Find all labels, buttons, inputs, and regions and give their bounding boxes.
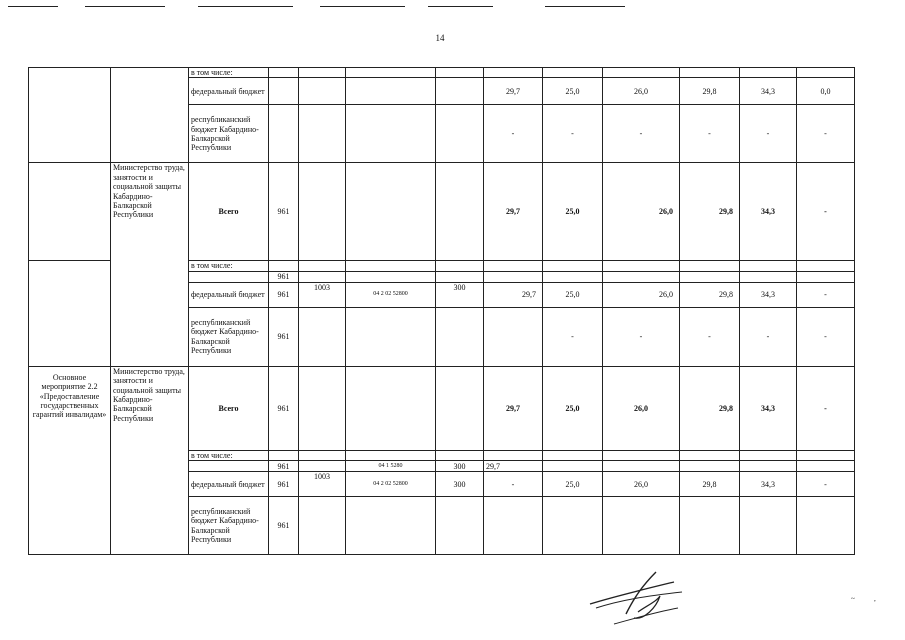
value-cell: 34,3 (740, 366, 797, 450)
value-cell: 26,0 (603, 78, 680, 105)
grbs-code: 961 (269, 472, 299, 497)
value-cell: - (603, 105, 680, 163)
value-cell: 26,0 (603, 366, 680, 450)
grbs-code: 961 (269, 271, 299, 282)
measure-name: Основное мероприятие 2.2 «Предоставление государственных гарантий инвалидам» (29, 366, 111, 554)
value-cell: 29,7 (484, 282, 543, 307)
value-cell: 34,3 (740, 472, 797, 497)
value-cell: 29,8 (680, 282, 740, 307)
scan-line (8, 6, 58, 7)
signature-image (586, 568, 688, 632)
value-cell: - (797, 366, 855, 450)
republic-budget-label: республиканский бюджет Кабардино-Балкарской Республики (189, 307, 269, 366)
value-cell: 29,7 (484, 163, 543, 261)
value-cell: - (797, 163, 855, 261)
page-number: 14 (435, 33, 445, 43)
federal-budget-label: федеральный бюджет (189, 78, 269, 105)
vr-code: 300 (436, 461, 484, 472)
value-cell: - (797, 105, 855, 163)
scan-line (320, 6, 405, 7)
grbs-code: 961 (269, 282, 299, 307)
federal-budget-label: федеральный бюджет (189, 472, 269, 497)
value-cell: - (740, 105, 797, 163)
value-cell: - (797, 307, 855, 366)
csr-code: 04 1 5280 (346, 461, 436, 472)
ministry-name: Министерство труда, занятости и социальной защиты Кабардино-Балкарской Республики (111, 163, 189, 366)
value-cell: 29,7 (484, 78, 543, 105)
value-cell: - (543, 307, 603, 366)
federal-budget-label: федеральный бюджет (189, 282, 269, 307)
value-cell: - (603, 307, 680, 366)
value-cell: 29,8 (680, 472, 740, 497)
scan-mark: ~ (851, 595, 855, 603)
value-cell: 26,0 (603, 472, 680, 497)
ministry-name: Министерство труда, занятости и социальной защиты Кабардино-Балкарской Республики (111, 366, 189, 554)
republic-budget-label: республиканский бюджет Кабардино-Балкарской Республики (189, 497, 269, 555)
value-cell: - (680, 307, 740, 366)
value-cell: 34,3 (740, 282, 797, 307)
grbs-code: 961 (269, 461, 299, 472)
scan-line (545, 6, 625, 7)
scan-line (428, 6, 493, 7)
incl-label: в том числе: (189, 450, 269, 460)
value-cell: 26,0 (603, 282, 680, 307)
grbs-code: 961 (269, 307, 299, 366)
value-cell: 25,0 (543, 163, 603, 261)
value-cell: - (484, 105, 543, 163)
value-cell: - (484, 472, 543, 497)
value-cell: 26,0 (603, 163, 680, 261)
scan-mark: , (874, 595, 876, 603)
scan-line (198, 6, 293, 7)
csr-code: 04 2 02 52800 (346, 472, 436, 497)
rzpr-code: 1003 (299, 472, 346, 497)
value-cell: 29,7 (484, 366, 543, 450)
grbs-code: 961 (269, 163, 299, 261)
table-row (29, 163, 855, 261)
vr-code: 300 (436, 282, 484, 307)
grbs-code: 961 (269, 366, 299, 450)
value-cell: - (797, 282, 855, 307)
value-cell: - (543, 105, 603, 163)
total-label: Всего (189, 163, 269, 261)
value-cell: 29,8 (680, 366, 740, 450)
scan-line (85, 6, 165, 7)
budget-table (28, 67, 855, 555)
csr-code: 04 2 02 52800 (346, 282, 436, 307)
incl-label: в том числе: (189, 261, 269, 271)
value-cell: 25,0 (543, 472, 603, 497)
rzpr-code: 1003 (299, 282, 346, 307)
total-label: Всего (189, 366, 269, 450)
value-cell: 0,0 (797, 78, 855, 105)
vr-code: 300 (436, 472, 484, 497)
value-cell: 25,0 (543, 366, 603, 450)
grbs-code: 961 (269, 497, 299, 555)
table-row (29, 68, 855, 78)
incl-label: в том числе: (189, 68, 269, 78)
republic-budget-label: республиканский бюджет Кабардино-Балкарской Республики (189, 105, 269, 163)
value-cell: 29,8 (680, 163, 740, 261)
value-cell: - (797, 472, 855, 497)
value-cell: 25,0 (543, 78, 603, 105)
value-cell: 29,7 (484, 461, 543, 472)
value-cell: 25,0 (543, 282, 603, 307)
value-cell: - (680, 105, 740, 163)
value-cell: 29,8 (680, 78, 740, 105)
table-row (29, 366, 855, 450)
value-cell: 34,3 (740, 78, 797, 105)
value-cell: - (740, 307, 797, 366)
value-cell: 34,3 (740, 163, 797, 261)
